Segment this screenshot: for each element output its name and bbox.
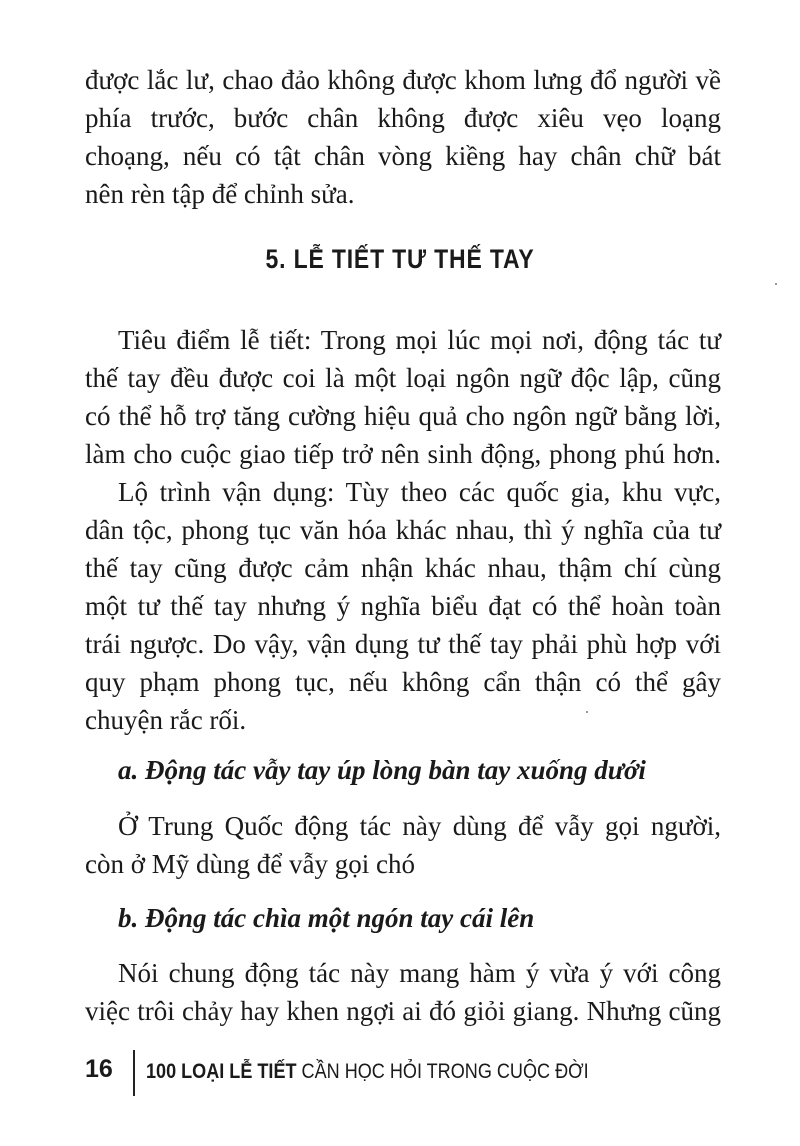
running-title-rest: CẦN HỌC HỎI TRONG CUỘC ĐỜI bbox=[296, 1060, 589, 1083]
focus-line: Tiêu điểm lễ tiết: Trong mọi lúc mọi nơi, động tác tư bbox=[118, 325, 721, 355]
route-line: dân tộc, phong tục văn hóa khác nhau, thì ý nghĩa của tư bbox=[85, 515, 721, 545]
intro-line: nên rèn tập để chỉnh sửa. bbox=[85, 179, 355, 209]
intro-line: được lắc lư, chao đảo không được khom lưng đổ người về bbox=[85, 65, 721, 95]
running-title-bold: 100 LOẠI LỄ TIẾT bbox=[146, 1060, 297, 1083]
scan-speck bbox=[586, 711, 588, 713]
subheading-a: a. Động tác vẫy tay úp lòng bàn tay xuống dưới bbox=[118, 755, 646, 785]
route-line: trái ngược. Do vậy, vận dụng tư thế tay phải phù hợp với bbox=[85, 629, 721, 659]
page-number: 16 bbox=[85, 1055, 113, 1083]
section-heading: 5. LỄ TIẾT TƯ THẾ TAY bbox=[265, 244, 535, 274]
intro-line: phía trước, bước chân không được xiêu vẹo loạng bbox=[85, 103, 721, 133]
paragraph-b-line: việc trôi chảy hay khen ngợi ai đó giỏi giang. Nhưng cũng bbox=[85, 996, 721, 1026]
route-line: một tư thế tay nhưng ý nghĩa biểu đạt có thể hoàn toàn bbox=[85, 591, 721, 621]
intro-line: choạng, nếu có tật chân vòng kiềng hay chân chữ bát bbox=[85, 141, 721, 171]
route-line: chuyện rắc rối. bbox=[85, 705, 247, 735]
footer-divider bbox=[133, 1050, 135, 1096]
route-line: thế tay cũng được cảm nhận khác nhau, thậm chí cùng bbox=[85, 553, 721, 583]
subheading-b: b. Động tác chìa một ngón tay cái lên bbox=[118, 903, 535, 933]
paragraph-a-line: còn ở Mỹ dùng để vẫy gọi chó bbox=[85, 849, 415, 879]
running-title bbox=[146, 1060, 589, 1084]
route-line: quy phạm phong tục, nếu không cẩn thận có thể gây bbox=[85, 667, 721, 697]
focus-line: làm cho cuộc giao tiếp trở nên sinh động, phong phú hơn. bbox=[85, 439, 721, 469]
paragraph-a-line: Ở Trung Quốc động tác này dùng để vẫy gọi người, bbox=[118, 811, 721, 841]
scan-speck bbox=[775, 283, 777, 285]
focus-line: có thể hỗ trợ tăng cường hiệu quả cho ngôn ngữ bằng lời, bbox=[85, 401, 721, 431]
focus-line: thế tay đều được coi là một loại ngôn ngữ độc lập, cũng bbox=[85, 363, 721, 393]
route-line: Lộ trình vận dụng: Tùy theo các quốc gia, khu vực, bbox=[118, 477, 721, 507]
paragraph-b-line: Nói chung động tác này mang hàm ý vừa ý với công bbox=[118, 958, 721, 988]
